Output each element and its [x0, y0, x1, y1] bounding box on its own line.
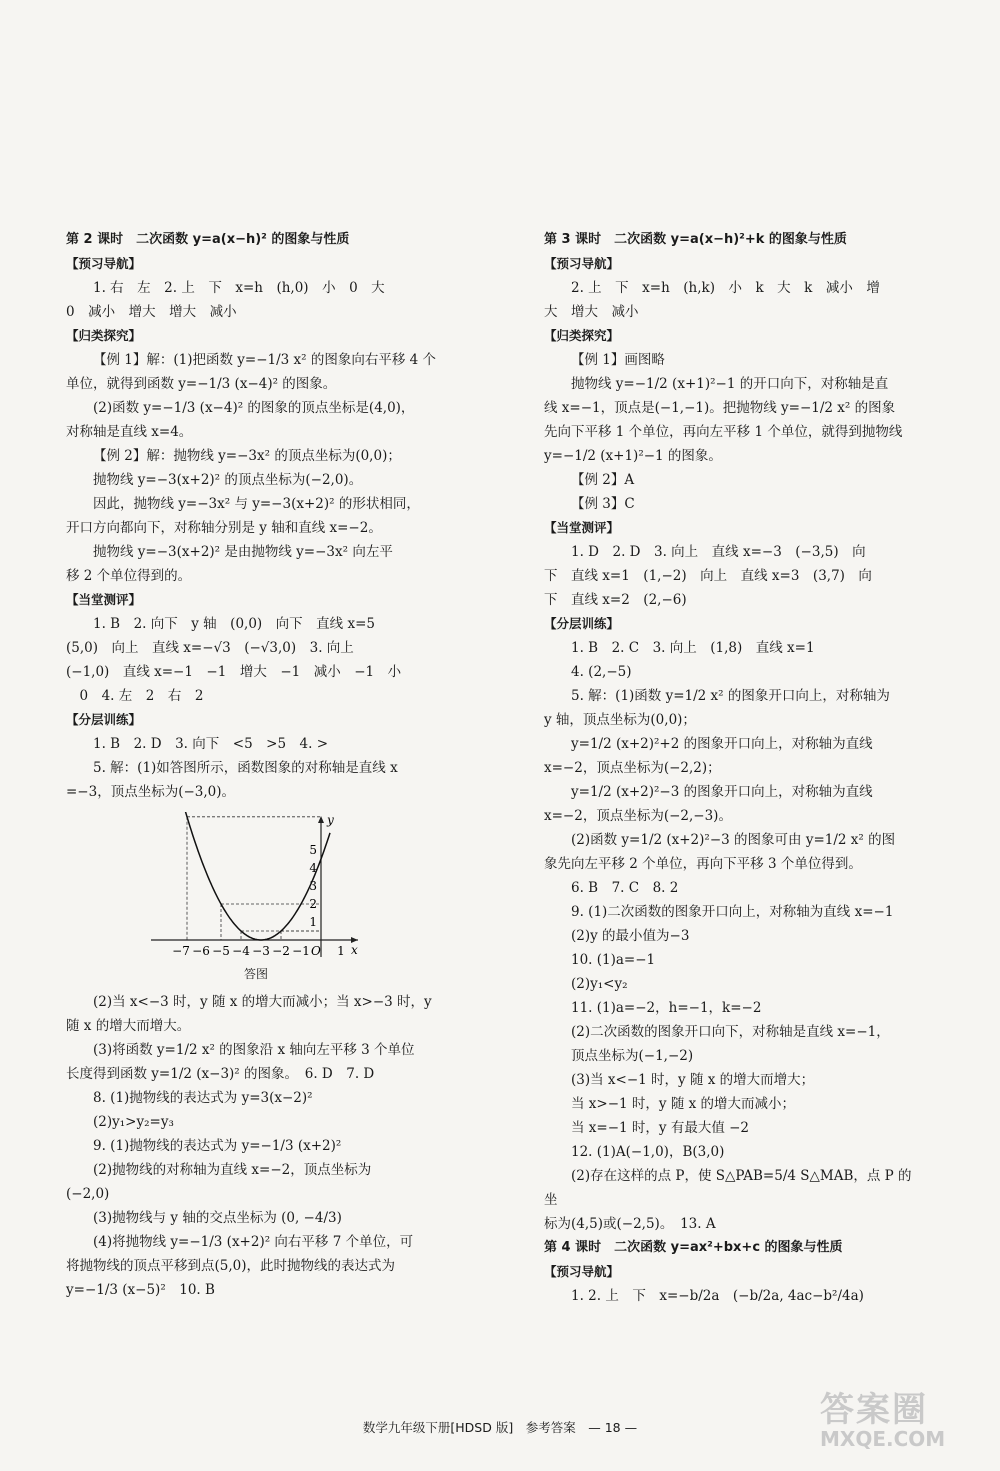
section-heading: 【当堂测评】	[66, 592, 142, 607]
section-heading: 【归类探究】	[544, 328, 620, 343]
x-tick-label: −4	[232, 944, 250, 958]
x-tick-label: −5	[212, 944, 230, 958]
page-footer: 数学九年级下册[HDSD 版] 参考答案 — 18 —	[362, 1420, 638, 1435]
section-heading: 【归类探究】	[66, 328, 142, 343]
text-line: 线 x=−1，顶点是(−1,−1)。把抛物线 y=−1/2 x² 的图象	[544, 400, 896, 416]
text-line: (5,0) 向上 直线 x=−√3 (−√3,0) 3. 向上	[66, 640, 354, 656]
text-line: (2)y 的最小值为−3	[571, 928, 690, 944]
text-line: x=−2，顶点坐标为(−2,2)；	[544, 760, 721, 776]
text-line: 1. D 2. D 3. 向上 直线 x=−3 (−3,5) 向	[571, 544, 866, 560]
text-line: 11. (1)a=−2，h=−1，k=−2	[571, 1000, 762, 1016]
text-line: 【例 3】C	[571, 496, 635, 512]
text-line: 10. (1)a=−1	[571, 952, 656, 968]
text-line: 【例 2】A	[571, 472, 635, 488]
left-column-text	[66, 228, 444, 804]
text-line: 随 x 的增大而增大。	[66, 1018, 191, 1034]
text-line: 2. 上 下 x=h (h,k) 小 k 大 k 减小 增	[571, 280, 880, 296]
right-column-text	[544, 228, 920, 1308]
watermark-line2: MXQE.COM	[820, 1427, 946, 1451]
text-line: =−3，顶点坐标为(−3,0)。	[66, 784, 236, 800]
text-line: (2)存在这样的点 P，使 S△PAB=5/4 S△MAB，点 P 的坐	[544, 1168, 912, 1208]
text-line: (3)抛物线与 y 轴的交点坐标为 (0, −4/3)	[93, 1210, 342, 1226]
text-line: (2)函数 y=−1/3 (x−4)² 的图象的顶点坐标是(4,0)，	[93, 400, 415, 416]
text-line: (4)将抛物线 y=−1/3 (x+2)² 向右平移 7 个单位，可	[93, 1234, 414, 1250]
y-axis-label: y	[327, 813, 334, 827]
text-line: 标为(4,5)或(−2,5)。 13. A	[544, 1216, 716, 1232]
origin-label: O	[311, 944, 321, 958]
left-column-text-continued	[66, 990, 444, 1302]
text-line: (2)当 x<−3 时，y 随 x 的增大而减小；当 x>−3 时，y	[93, 994, 432, 1010]
left-column	[66, 228, 444, 1302]
x-tick-label: 1	[337, 944, 345, 958]
text-line: 象先向左平移 2 个单位，再向下平移 3 个单位得到。	[544, 856, 862, 872]
text-line: 0 4. 左 2 右 2	[66, 688, 204, 704]
right-column	[544, 228, 920, 1308]
text-line: 顶点坐标为(−1,−2)	[571, 1048, 694, 1064]
text-line: 开口方向都向下，对称轴分别是 y 轴和直线 x=−2。	[66, 520, 382, 536]
text-line: y=−1/3 (x−5)² 10. B	[66, 1282, 215, 1298]
text-line: 5. 解：(1)如答图所示，函数图象的对称轴是直线 x	[93, 760, 398, 776]
text-line: (3)当 x<−1 时，y 随 x 的增大而增大；	[571, 1072, 815, 1088]
lesson-heading: 第 2 课时 二次函数 y=a(x−h)² 的图象与性质	[66, 232, 350, 247]
y-tick-label: 3	[309, 879, 317, 893]
text-line: y=1/2 (x+2)²−3 的图象开口向上，对称轴为直线	[571, 784, 873, 800]
text-line: y=1/2 (x+2)²+2 的图象开口向上，对称轴为直线	[571, 736, 873, 752]
text-line: 抛物线 y=−1/2 (x+1)²−1 的开口向下，对称轴是直	[571, 376, 889, 392]
text-line: 1. 2. 上 下 x=−b/2a (−b/2a, 4ac−b²/4a)	[571, 1288, 864, 1304]
text-line: 将抛物线的顶点平移到点(5,0)，此时抛物线的表达式为	[66, 1258, 396, 1274]
text-line: x=−2，顶点坐标为(−2,−3)。	[544, 808, 732, 824]
text-line: 移 2 个单位得到的。	[66, 568, 192, 584]
x-tick-label: −1	[292, 944, 310, 958]
text-line: 5. 解：(1)函数 y=1/2 x² 的图象开口向上，对称轴为	[571, 688, 890, 704]
parabola-curve	[183, 812, 330, 940]
y-tick-label: 4	[309, 861, 317, 875]
text-line: 因此，抛物线 y=−3x² 与 y=−3(x+2)² 的形状相同，	[93, 496, 420, 512]
text-line: 抛物线 y=−3(x+2)² 的顶点坐标为(−2,0)。	[93, 472, 363, 488]
text-line: 下 直线 x=1 (1,−2) 向上 直线 x=3 (3,7) 向	[544, 568, 872, 584]
x-axis-label: x	[351, 943, 358, 957]
text-line: 【例 1】解：(1)把函数 y=−1/3 x² 的图象向右平移 4 个	[93, 352, 437, 368]
section-heading: 【当堂测评】	[544, 520, 620, 535]
parabola-graph	[146, 812, 366, 962]
x-tick-label: −7	[172, 944, 190, 958]
x-tick-label: −2	[272, 944, 290, 958]
figure-caption: 答图	[243, 967, 268, 981]
text-line: (2)抛物线的对称轴为直线 x=−2，顶点坐标为	[93, 1162, 372, 1178]
text-line: 先向下平移 1 个单位，再向左平移 1 个单位，就得到抛物线	[544, 424, 903, 440]
text-line: 1. B 2. 向下 y 轴 (0,0) 向下 直线 x=5	[93, 616, 375, 632]
text-line: 长度得到函数 y=1/2 (x−3)² 的图象。 6. D 7. D	[66, 1066, 375, 1082]
text-line: 4. (2,−5)	[571, 664, 632, 680]
text-line: 单位，就得到函数 y=−1/3 (x−4)² 的图象。	[66, 376, 337, 392]
text-line: y 轴，顶点坐标为(0,0)；	[544, 712, 696, 728]
x-tick-label: −3	[252, 944, 270, 958]
y-tick-label: 5	[309, 843, 317, 857]
text-line: 9. (1)二次函数的图象开口向上，对称轴为直线 x=−1	[571, 904, 894, 920]
text-line: 【例 2】解：抛物线 y=−3x² 的顶点坐标为(0,0)；	[93, 448, 401, 464]
section-heading: 【分层训练】	[66, 712, 142, 727]
lesson-heading: 第 3 课时 二次函数 y=a(x−h)²+k 的图象与性质	[544, 232, 847, 247]
text-line: 8. (1)抛物线的表达式为 y=3(x−2)²	[93, 1090, 313, 1106]
section-heading: 【预习导航】	[544, 1264, 620, 1279]
text-line: 对称轴是直线 x=4。	[66, 424, 193, 440]
text-line: 下 直线 x=2 (2,−6)	[544, 592, 687, 608]
text-line: 6. B 7. C 8. 2	[571, 880, 679, 896]
text-line: 12. (1)A(−1,0)，B(3,0)	[571, 1144, 725, 1160]
text-line: 1. 右 左 2. 上 下 x=h (h,0) 小 0 大	[93, 280, 385, 296]
text-line: 当 x>−1 时，y 随 x 的增大而减小；	[571, 1096, 796, 1112]
text-line: (2)y₁>y₂=y₃	[93, 1114, 174, 1130]
watermark-line1: 答案圈	[820, 1390, 928, 1430]
text-line: (2)二次函数的图象开口向下，对称轴是直线 x=−1，	[571, 1024, 890, 1040]
x-tick-label: −6	[192, 944, 210, 958]
text-line: (−1,0) 直线 x=−1 −1 增大 −1 减小 −1 小	[66, 664, 402, 680]
y-tick-label: 1	[309, 915, 317, 929]
text-line: y=−1/2 (x+1)²−1 的图象。	[544, 448, 722, 464]
text-line: (3)将函数 y=1/2 x² 的图象沿 x 轴向左平移 3 个单位	[93, 1042, 415, 1058]
section-heading: 【预习导航】	[544, 256, 620, 271]
y-tick-label: 2	[309, 897, 317, 911]
text-line: (2)函数 y=1/2 (x+2)²−3 的图象可由 y=1/2 x² 的图	[571, 832, 896, 848]
watermark-logo	[820, 1382, 990, 1462]
text-line: 0 减小 增大 增大 减小	[66, 304, 237, 320]
text-line: (−2,0)	[66, 1186, 110, 1202]
section-heading: 【分层训练】	[544, 616, 620, 631]
text-line: 【例 1】画图略	[571, 352, 665, 368]
lesson-heading: 第 4 课时 二次函数 y=ax²+bx+c 的图象与性质	[544, 1240, 843, 1255]
answer-figure	[146, 812, 366, 986]
text-line: 大 增大 减小	[544, 304, 639, 320]
text-line: 1. B 2. C 3. 向上 (1,8) 直线 x=1	[571, 640, 815, 656]
text-line: 1. B 2. D 3. 向下 <5 >5 4. >	[93, 736, 329, 752]
text-line: 当 x=−1 时，y 有最大值 −2	[571, 1120, 750, 1136]
section-heading: 【预习导航】	[66, 256, 142, 271]
text-line: 抛物线 y=−3(x+2)² 是由抛物线 y=−3x² 向左平	[93, 544, 393, 560]
text-line: 9. (1)抛物线的表达式为 y=−1/3 (x+2)²	[93, 1138, 342, 1154]
text-line: (2)y₁<y₂	[571, 976, 628, 992]
